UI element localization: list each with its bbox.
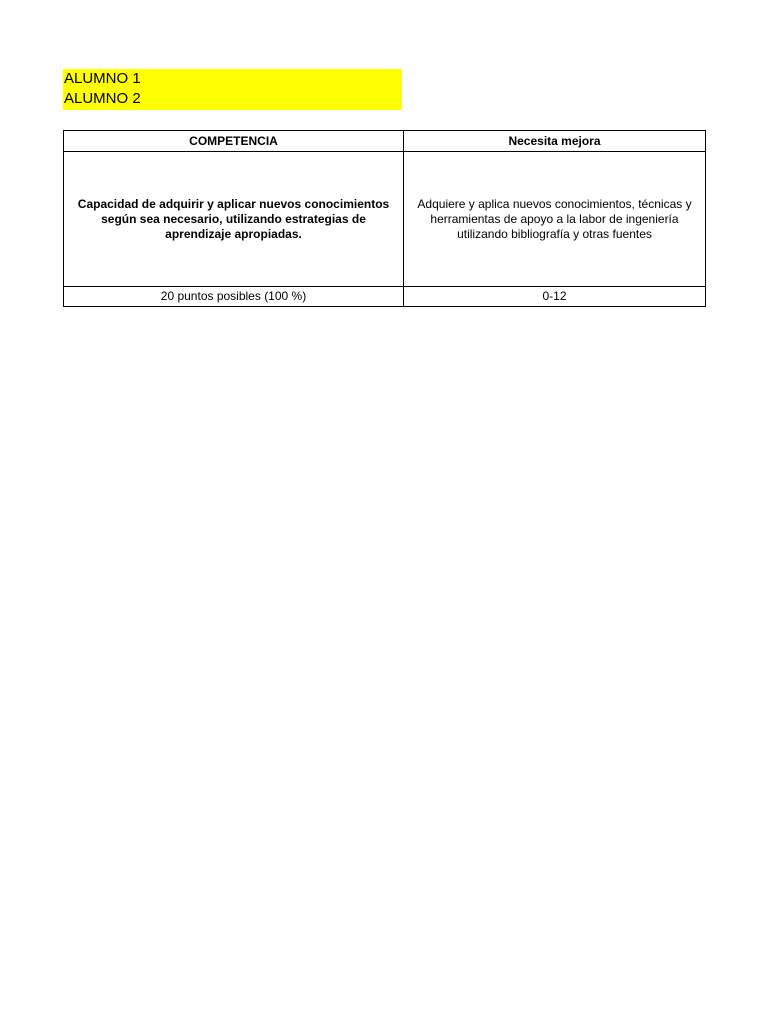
level-description-cell: Adquiere y aplica nuevos conocimientos, técnicas y herramientas de apoyo a la labor de ingeniería utilizando bibliografía y otras fuentes xyxy=(404,152,706,287)
header-row xyxy=(64,131,706,152)
student-names-block xyxy=(63,69,402,110)
rubric-table xyxy=(63,130,706,307)
header-level: Necesita mejora xyxy=(404,131,706,152)
header-competencia: COMPETENCIA xyxy=(64,131,404,152)
points-row xyxy=(64,287,706,307)
student-name-1: ALUMNO 1 xyxy=(64,70,141,87)
points-cell: 20 puntos posibles (100 %) xyxy=(64,287,404,307)
table-row xyxy=(64,152,706,287)
student-name-2: ALUMNO 2 xyxy=(64,90,141,107)
competencia-cell: Capacidad de adquirir y aplicar nuevos conocimientos según sea necesario, utilizando estrategias de aprendizaje apropiadas. xyxy=(64,152,404,287)
range-cell: 0-12 xyxy=(404,287,706,307)
